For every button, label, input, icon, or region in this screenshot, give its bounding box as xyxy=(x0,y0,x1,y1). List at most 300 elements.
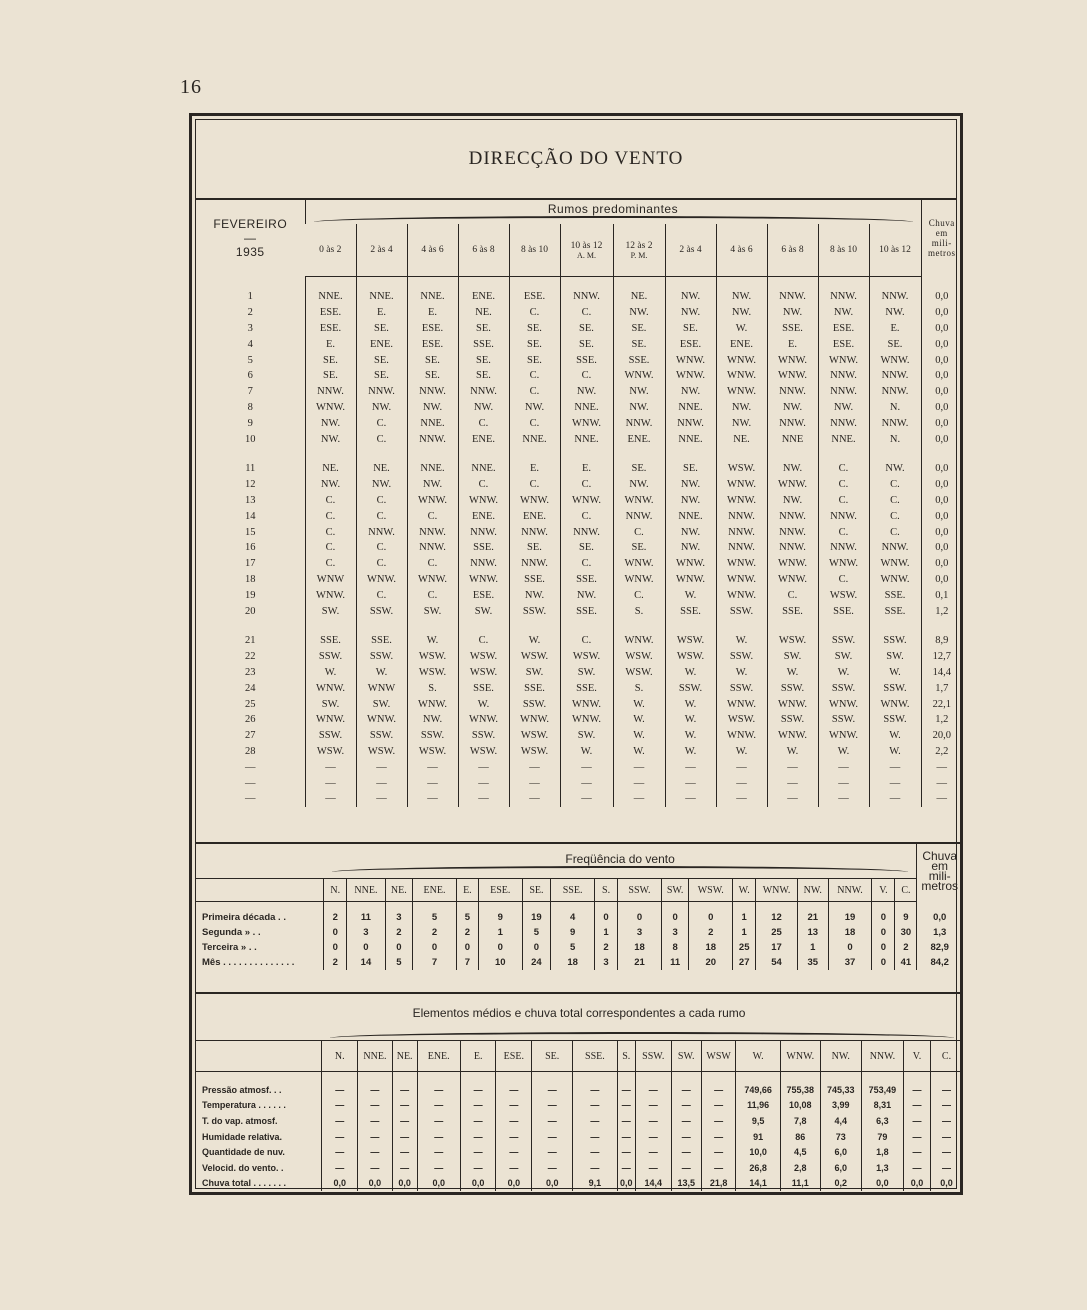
elem-row-label: Velocid. do vento. . xyxy=(202,1162,284,1173)
elem-value: — xyxy=(532,1098,573,1114)
wind-direction-cell: NW. xyxy=(613,305,665,321)
wind-direction-cell: WNW. xyxy=(665,556,716,572)
freq-value: 37 xyxy=(828,955,872,970)
hour-header-line: 2 às 4 xyxy=(679,245,702,255)
wind-direction-cell: SSE. xyxy=(458,680,509,696)
wind-direction-cell: — xyxy=(356,759,407,775)
wind-direction-cell: — xyxy=(665,791,716,807)
wind-direction-cell: WSW. xyxy=(458,744,509,760)
freq-value: 20 xyxy=(689,955,733,970)
freq-title-header xyxy=(324,844,917,879)
wind-direction-cell: C. xyxy=(305,508,356,524)
freq-header-row xyxy=(196,879,962,902)
wind-direction-cell: NW. xyxy=(716,415,767,431)
wind-direction-cell: — xyxy=(869,775,921,791)
freq-title: Freqüência do vento xyxy=(565,852,675,866)
wind-direction-cell: SSE. xyxy=(767,321,818,337)
freq-value: 10 xyxy=(478,955,522,970)
freq-value: 5 xyxy=(551,940,595,955)
day-number: 18 xyxy=(245,573,256,585)
freq-row-label: Segunda » . . xyxy=(202,927,261,938)
hour-header-line: 10 às 12 xyxy=(879,245,911,255)
wind-direction-cell: NW. xyxy=(665,305,716,321)
wind-direction-cell: — xyxy=(560,759,613,775)
rain-cell: — xyxy=(921,775,962,791)
freq-value: 54 xyxy=(756,955,798,970)
freq-column-header: WSW. xyxy=(689,879,733,902)
wind-direction-cell: C. xyxy=(356,431,407,447)
wind-direction-cell: SSE. xyxy=(869,603,921,619)
day-number: 3 xyxy=(247,322,253,334)
freq-column-header: N. xyxy=(324,879,347,902)
elements-table xyxy=(196,994,962,1191)
wind-direction-cell: NNW. xyxy=(818,415,869,431)
wind-direction-cell: SSE. xyxy=(305,619,356,649)
wind-direction-cell: — xyxy=(356,791,407,807)
hour-header xyxy=(407,224,458,277)
wind-direction-cell: SE. xyxy=(509,336,560,352)
wind-direction-cell: WSW. xyxy=(818,587,869,603)
wind-direction-cell: WNW. xyxy=(716,696,767,712)
rain-cell: — xyxy=(921,791,962,807)
wind-direction-cell: C. xyxy=(818,572,869,588)
elem-row-label: Pressão atmosf. . . xyxy=(202,1084,282,1095)
elem-value: — xyxy=(392,1113,417,1129)
elem-value: — xyxy=(532,1160,573,1176)
elem-column-header: WSW xyxy=(701,1041,736,1072)
wind-direction-cell: ENE. xyxy=(458,431,509,447)
wind-direction-cell: WNW. xyxy=(613,619,665,649)
elem-value: — xyxy=(496,1144,532,1160)
wind-direction-cell: SE. xyxy=(613,336,665,352)
elem-value: — xyxy=(417,1098,460,1114)
wind-direction-cell: WNW. xyxy=(305,680,356,696)
wind-direction-cell: NW. xyxy=(665,524,716,540)
day-number: 2 xyxy=(247,307,253,319)
wind-direction-cell: WNW. xyxy=(560,712,613,728)
freq-value: 0 xyxy=(595,902,618,926)
wind-direction-cell: NNW. xyxy=(767,508,818,524)
hour-header xyxy=(458,224,509,277)
wind-direction-cell: C. xyxy=(356,415,407,431)
wind-direction-cell: SSW. xyxy=(407,728,458,744)
freq-column-header: NNW. xyxy=(828,879,872,902)
wind-direction-cell: NNW. xyxy=(869,384,921,400)
wind-direction-cell: ENE. xyxy=(509,508,560,524)
wind-direction-cell: WSW. xyxy=(716,447,767,477)
freq-value: 2 xyxy=(385,925,412,940)
freq-value: 3 xyxy=(661,925,688,940)
day-row xyxy=(196,305,962,321)
elem-column-header: SSW. xyxy=(635,1041,671,1072)
hour-header-line: P. M. xyxy=(630,250,648,260)
rain-cell: 0,0 xyxy=(921,477,962,493)
wind-direction-cell: ESE. xyxy=(665,336,716,352)
wind-direction-cell: C. xyxy=(560,305,613,321)
wind-direction-cell: C. xyxy=(560,508,613,524)
elem-value: — xyxy=(931,1129,962,1145)
wind-direction-cell: NW. xyxy=(560,587,613,603)
freq-value: 0 xyxy=(689,902,733,926)
wind-direction-cell: SSE. xyxy=(869,587,921,603)
freq-value: 35 xyxy=(797,955,828,970)
wind-direction-cell: SSE. xyxy=(509,680,560,696)
wind-direction-cell: — xyxy=(767,759,818,775)
wind-direction-cell: WNW. xyxy=(665,368,716,384)
freq-column-header: SE. xyxy=(522,879,551,902)
wind-direction-cell: WSW. xyxy=(305,744,356,760)
wind-direction-cell: WSW. xyxy=(560,649,613,665)
elem-value: 0,0 xyxy=(358,1176,393,1192)
elem-value: — xyxy=(358,1160,393,1176)
elem-brace-cell xyxy=(322,1032,962,1041)
month-label: FEVEREIRO xyxy=(213,217,288,232)
day-row xyxy=(196,791,962,807)
wind-direction-cell: — xyxy=(509,759,560,775)
wind-direction-cell: C. xyxy=(356,493,407,509)
wind-direction-cell: C. xyxy=(560,619,613,649)
wind-direction-cell: W. xyxy=(613,744,665,760)
freq-value: 19 xyxy=(522,902,551,926)
freq-label-spacer xyxy=(196,844,324,879)
hour-header-line: 8 às 10 xyxy=(521,245,548,255)
elem-value: 0,0 xyxy=(532,1176,573,1192)
day-row xyxy=(196,680,962,696)
elem-value: — xyxy=(617,1098,635,1114)
wind-direction-cell: S. xyxy=(613,603,665,619)
wind-direction-cell: SSE. xyxy=(509,572,560,588)
wind-direction-cell: NW. xyxy=(407,712,458,728)
wind-direction-cell: WNW. xyxy=(665,352,716,368)
wind-direction-cell: SE. xyxy=(613,540,665,556)
elem-column-header: NW. xyxy=(820,1041,861,1072)
wind-direction-cell: NNW. xyxy=(767,384,818,400)
wind-direction-cell: W. xyxy=(869,744,921,760)
freq-value: 3 xyxy=(618,925,662,940)
freq-value: 7 xyxy=(413,955,457,970)
day-number: 19 xyxy=(245,589,256,601)
freq-value: 11 xyxy=(347,902,385,926)
elem-value: 11,96 xyxy=(736,1098,780,1114)
day-number: 28 xyxy=(245,745,256,757)
rain-cell: 0,1 xyxy=(921,587,962,603)
hour-header-line: 2 às 4 xyxy=(370,245,393,255)
wind-direction-cell: C. xyxy=(509,305,560,321)
elem-value: 10,08 xyxy=(780,1098,820,1114)
wind-direction-cell: SE. xyxy=(407,368,458,384)
wind-direction-cell: NW. xyxy=(509,587,560,603)
rain-cell: 0,0 xyxy=(921,321,962,337)
wind-direction-cell: SSE. xyxy=(458,336,509,352)
elem-value: — xyxy=(671,1160,701,1176)
wind-direction-cell: C. xyxy=(407,556,458,572)
elem-column-header: W. xyxy=(736,1041,780,1072)
day-row xyxy=(196,352,962,368)
wind-direction-cell: WNW. xyxy=(613,368,665,384)
wind-direction-cell: C. xyxy=(305,524,356,540)
elem-value: — xyxy=(635,1072,671,1098)
day-row xyxy=(196,744,962,760)
freq-value: 0 xyxy=(385,940,412,955)
freq-value: 5 xyxy=(456,902,478,926)
freq-value: 17 xyxy=(756,940,798,955)
freq-row xyxy=(196,902,962,926)
wind-direction-cell: NNW. xyxy=(356,384,407,400)
freq-value: 18 xyxy=(551,955,595,970)
wind-direction-cell: — xyxy=(407,759,458,775)
wind-direction-cell: NW. xyxy=(407,477,458,493)
wind-direction-cell: WNW. xyxy=(560,415,613,431)
freq-value: 5 xyxy=(385,955,412,970)
wind-direction-cell: WNW. xyxy=(716,352,767,368)
elem-value: — xyxy=(392,1072,417,1098)
wind-direction-cell: NNW. xyxy=(767,415,818,431)
wind-direction-cell: WSW. xyxy=(407,665,458,681)
elem-value: — xyxy=(904,1144,931,1160)
wind-direction-cell: NNW. xyxy=(869,540,921,556)
wind-direction-cell: SE. xyxy=(509,321,560,337)
elem-value: 0,0 xyxy=(904,1176,931,1192)
wind-direction-cell: E. xyxy=(869,321,921,337)
wind-direction-cell: WNW. xyxy=(613,493,665,509)
wind-direction-cell: NNW. xyxy=(869,277,921,305)
wind-direction-cell: WNW. xyxy=(767,352,818,368)
wind-direction-cell: ESE. xyxy=(305,321,356,337)
wind-direction-cell: — xyxy=(407,775,458,791)
day-number: 26 xyxy=(245,714,256,726)
elem-column-header: V. xyxy=(904,1041,931,1072)
wind-direction-cell: SSW. xyxy=(818,712,869,728)
wind-direction-cell: NW. xyxy=(458,400,509,416)
day-row xyxy=(196,619,962,649)
elem-value: — xyxy=(617,1160,635,1176)
wind-direction-cell: NNW. xyxy=(458,556,509,572)
elem-value: 86 xyxy=(780,1129,820,1145)
elem-value: 6,3 xyxy=(861,1113,903,1129)
day-number: 15 xyxy=(245,526,256,538)
elem-value: 21,8 xyxy=(701,1176,736,1192)
wind-direction-cell: C. xyxy=(356,540,407,556)
wind-direction-cell: W. xyxy=(665,696,716,712)
hour-header xyxy=(869,224,921,277)
wind-direction-cell: NNE. xyxy=(356,277,407,305)
rain-cell: 2,2 xyxy=(921,744,962,760)
wind-direction-cell: NNE. xyxy=(407,277,458,305)
wind-direction-cell: NNW. xyxy=(407,540,458,556)
wind-direction-cell: WSW. xyxy=(458,665,509,681)
rain-cell: 0,0 xyxy=(921,415,962,431)
wind-direction-cell: NNE. xyxy=(407,447,458,477)
wind-direction-cell: S. xyxy=(407,680,458,696)
wind-direction-cell: — xyxy=(716,775,767,791)
elem-value: — xyxy=(417,1113,460,1129)
day-row xyxy=(196,415,962,431)
wind-direction-cell: — xyxy=(665,759,716,775)
hour-header-line: 6 às 8 xyxy=(781,245,804,255)
wind-direction-cell: — xyxy=(869,759,921,775)
freq-value: 12 xyxy=(756,902,798,926)
wind-direction-cell: NW. xyxy=(305,415,356,431)
wind-direction-cell: — xyxy=(767,791,818,807)
day-row xyxy=(196,400,962,416)
wind-direction-cell: NNW. xyxy=(818,540,869,556)
wind-direction-cell: NNW. xyxy=(716,524,767,540)
day-row xyxy=(196,477,962,493)
daily-wind-table xyxy=(196,200,962,807)
freq-column-header: NNE. xyxy=(347,879,385,902)
elem-value: 10,0 xyxy=(736,1144,780,1160)
wind-direction-cell: WNW. xyxy=(716,587,767,603)
wind-direction-cell: SE. xyxy=(305,352,356,368)
wind-direction-cell: WNW. xyxy=(356,712,407,728)
wind-direction-cell: C. xyxy=(869,477,921,493)
elem-value: — xyxy=(417,1144,460,1160)
wind-direction-cell: NNW. xyxy=(767,277,818,305)
day-number: 4 xyxy=(247,338,253,350)
day-row xyxy=(196,321,962,337)
wind-direction-cell: SW. xyxy=(458,603,509,619)
freq-value: 25 xyxy=(733,940,756,955)
elem-column-header: NNE. xyxy=(358,1041,393,1072)
hour-header xyxy=(716,224,767,277)
day-number: 10 xyxy=(245,433,256,445)
elem-value: — xyxy=(417,1160,460,1176)
elem-value: — xyxy=(617,1072,635,1098)
table-frame xyxy=(189,113,963,1195)
elem-value: — xyxy=(617,1144,635,1160)
freq-value: 3 xyxy=(385,902,412,926)
wind-direction-cell: ESE. xyxy=(305,305,356,321)
wind-direction-cell: W. xyxy=(407,619,458,649)
elem-value: — xyxy=(931,1072,962,1098)
wind-direction-cell: C. xyxy=(305,493,356,509)
wind-direction-cell: C. xyxy=(509,368,560,384)
freq-value: 0 xyxy=(456,940,478,955)
wind-direction-cell: SW. xyxy=(305,696,356,712)
wind-direction-cell: W. xyxy=(716,321,767,337)
wind-direction-cell: E. xyxy=(767,336,818,352)
wind-direction-cell: C. xyxy=(818,493,869,509)
elem-value: — xyxy=(701,1072,736,1098)
day-row xyxy=(196,493,962,509)
wind-direction-cell: WNW. xyxy=(818,728,869,744)
wind-direction-cell: S. xyxy=(613,680,665,696)
elem-value: — xyxy=(532,1072,573,1098)
wind-direction-cell: W. xyxy=(613,728,665,744)
freq-value: 2 xyxy=(895,940,917,955)
freq-value: 41 xyxy=(895,955,917,970)
wind-direction-cell: WNW. xyxy=(767,368,818,384)
elem-column-header: C. xyxy=(931,1041,962,1072)
freq-value: 25 xyxy=(756,925,798,940)
wind-direction-cell: WNW. xyxy=(716,728,767,744)
wind-direction-cell: NNW. xyxy=(458,524,509,540)
elem-value: — xyxy=(904,1129,931,1145)
wind-direction-cell: WNW. xyxy=(716,477,767,493)
wind-direction-cell: N. xyxy=(869,400,921,416)
freq-row xyxy=(196,940,962,955)
wind-direction-cell: SW. xyxy=(305,603,356,619)
wind-direction-cell: NW. xyxy=(613,477,665,493)
freq-rain-value: 0,0 xyxy=(917,902,962,926)
day-row xyxy=(196,556,962,572)
elem-value: 8,31 xyxy=(861,1098,903,1114)
wind-direction-cell: WNW. xyxy=(458,712,509,728)
hour-header-line: 0 às 2 xyxy=(319,245,342,255)
day-row xyxy=(196,336,962,352)
day-number: — xyxy=(245,793,256,805)
freq-row-label: Terceira » . . xyxy=(202,942,257,953)
elem-value: — xyxy=(358,1144,393,1160)
group-title: Rumos predominantes xyxy=(547,202,679,216)
freq-value: 2 xyxy=(595,940,618,955)
freq-value: 1 xyxy=(733,925,756,940)
wind-direction-cell: E. xyxy=(356,305,407,321)
elem-value: 6,0 xyxy=(820,1144,861,1160)
rain-cell: 0,0 xyxy=(921,352,962,368)
day-number: 1 xyxy=(247,291,253,303)
wind-direction-cell: W. xyxy=(665,665,716,681)
elem-column-header: N. xyxy=(322,1041,358,1072)
rain-cell: 22,1 xyxy=(921,696,962,712)
elem-value: — xyxy=(671,1072,701,1098)
day-row xyxy=(196,649,962,665)
elem-value: — xyxy=(460,1113,496,1129)
elem-row xyxy=(196,1144,962,1160)
wind-direction-cell: SW. xyxy=(356,696,407,712)
elem-value: — xyxy=(573,1129,617,1145)
freq-value: 1 xyxy=(595,925,618,940)
wind-direction-cell: ENE. xyxy=(458,508,509,524)
freq-value: 0 xyxy=(413,940,457,955)
elem-value: 79 xyxy=(861,1129,903,1145)
wind-direction-cell: W. xyxy=(716,665,767,681)
wind-direction-cell: ENE. xyxy=(356,336,407,352)
wind-direction-cell: SSW. xyxy=(716,603,767,619)
elem-value: — xyxy=(931,1144,962,1160)
wind-direction-cell: WNW. xyxy=(305,587,356,603)
wind-direction-cell: NW. xyxy=(613,384,665,400)
wind-direction-cell: NW. xyxy=(407,400,458,416)
wind-direction-cell: SSE. xyxy=(560,603,613,619)
elem-value: — xyxy=(496,1113,532,1129)
elem-value: — xyxy=(573,1144,617,1160)
elem-value: — xyxy=(635,1160,671,1176)
freq-column-header: NW. xyxy=(797,879,828,902)
wind-direction-cell: C. xyxy=(560,477,613,493)
wind-direction-cell: NE. xyxy=(716,431,767,447)
day-row xyxy=(196,572,962,588)
wind-direction-cell: NW. xyxy=(767,400,818,416)
elem-value: — xyxy=(931,1098,962,1114)
day-number: 20 xyxy=(245,605,256,617)
wind-direction-cell: NW. xyxy=(665,277,716,305)
wind-direction-cell: WNW. xyxy=(407,493,458,509)
elem-row-label: Quantidade de nuv. xyxy=(202,1147,285,1158)
wind-direction-cell: C. xyxy=(356,556,407,572)
freq-value: 0 xyxy=(872,940,895,955)
freq-value: 2 xyxy=(413,925,457,940)
freq-value: 0 xyxy=(661,902,688,926)
wind-direction-cell: ESE. xyxy=(818,321,869,337)
freq-value: 27 xyxy=(733,955,756,970)
wind-direction-cell: — xyxy=(458,775,509,791)
rain-cell: 12,7 xyxy=(921,649,962,665)
freq-value: 0 xyxy=(618,902,662,926)
elem-value: — xyxy=(358,1113,393,1129)
elem-value: 1,8 xyxy=(861,1144,903,1160)
rain-cell: 0,0 xyxy=(921,556,962,572)
